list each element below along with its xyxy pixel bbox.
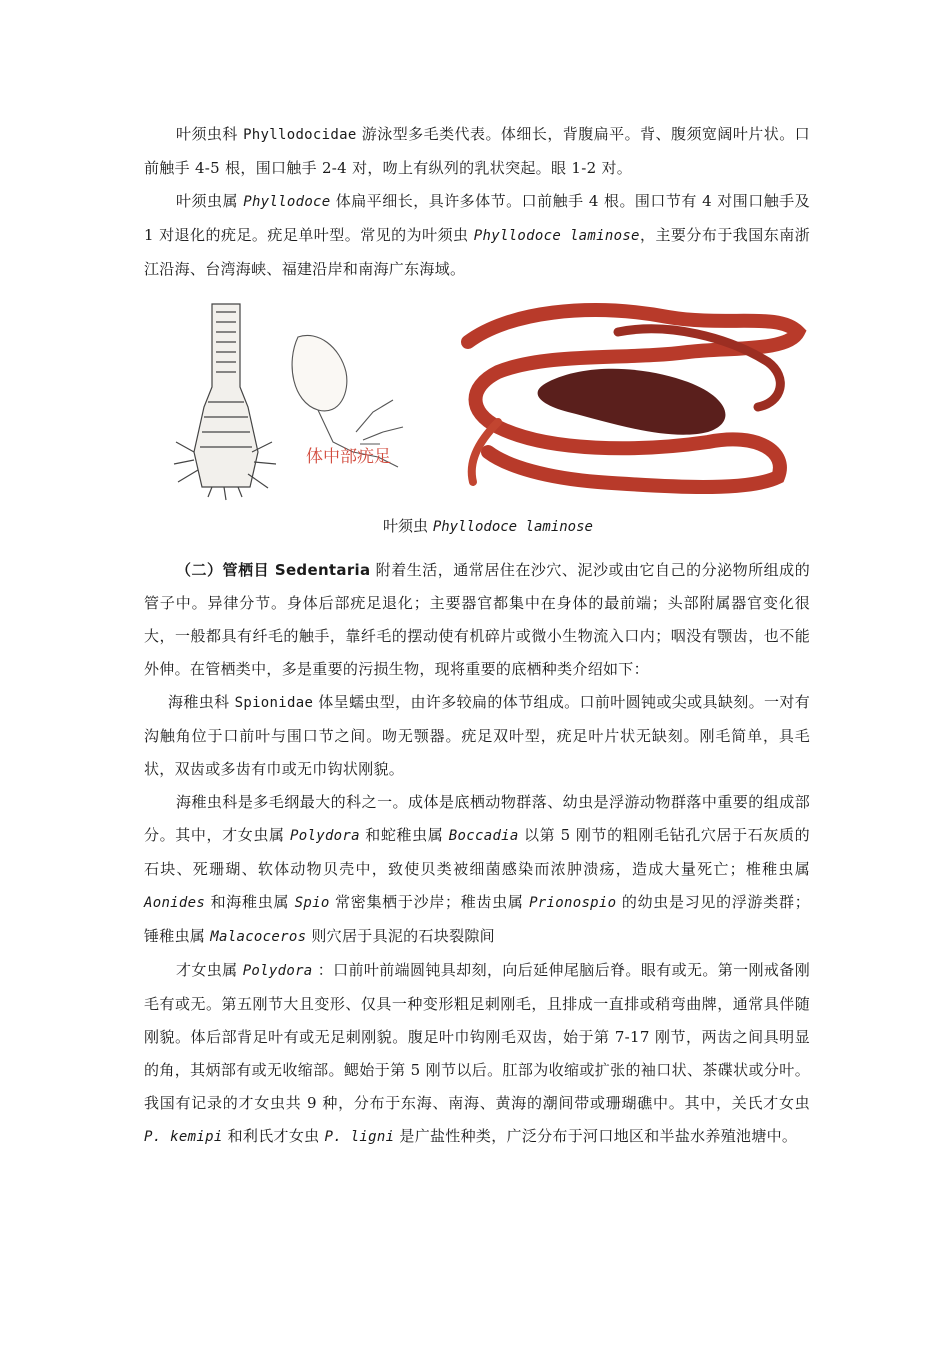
text-run: 叶须虫科 xyxy=(176,125,244,143)
paragraph-spionidae xyxy=(144,686,810,786)
genus-name: Spio xyxy=(294,895,330,911)
text-run: 和海稚虫属 xyxy=(205,893,295,911)
paragraph-spionidae-ecology xyxy=(144,786,810,954)
head-drawing-icon xyxy=(174,304,276,500)
species-name: P. ligni xyxy=(324,1129,395,1145)
text-run: 的幼虫是习见的浮游类群；锤稚虫属 xyxy=(144,893,810,945)
figure-caption xyxy=(168,515,808,536)
species-name: Phyllodoce laminose xyxy=(473,228,640,244)
specimen-illustration xyxy=(168,292,808,507)
text-run: 体呈蠕虫型，由许多较扁的体节组成。口前叶圆钝或尖或具缺刻。一对有沟触角位于口前叶与围口节之间。吻无颚器。疣足双叶型，疣足叶片状无缺刻。刚毛简单，具毛状，双齿或多齿有巾或无巾钩状刚貌。 xyxy=(144,693,810,778)
text-run: 和蛇稚虫属 xyxy=(359,826,449,844)
section-heading: （二）管栖目 Sedentaria xyxy=(176,561,371,579)
text-run: 叶须虫属 xyxy=(176,192,244,210)
genus-name: Aonides xyxy=(144,895,206,911)
worm-photo xyxy=(423,292,808,507)
drawing-label: 体中部疣足 xyxy=(306,447,391,467)
caption-text: 叶须虫 xyxy=(383,517,433,535)
paragraph-sedentaria xyxy=(144,554,810,686)
caption-latin: Phyllodoce laminose xyxy=(432,519,593,535)
latin-name: Spionidae xyxy=(234,695,314,711)
text-run: 体扁平细长，具许多体节。口前触手 4 根。围口节有 4 对围口触手及 1 对退化的疣足。疣足单叶型。常见的为叶须虫 xyxy=(144,192,810,244)
text-run: 才女虫属 xyxy=(176,961,243,979)
paragraph-phyllodoce xyxy=(144,185,810,286)
species-name: P. kemipi xyxy=(144,1129,223,1145)
text-run: 海稚虫科是多毛纲最大的科之一。成体是底栖动物群落、幼虫是浮游动物群落中重要的组成部分。其中，才女虫属 xyxy=(144,793,810,844)
paragraph-polydora xyxy=(144,954,810,1154)
genus-name: Phyllodoce xyxy=(243,194,331,210)
text-run: ，主要分布于我国东南浙江沿海、台湾海峡、福建沿岸和南海广东海域。 xyxy=(144,226,810,278)
text-run: 则穴居于具泥的石块裂隙间 xyxy=(306,927,495,945)
genus-name: Polydora xyxy=(290,828,360,844)
genus-name: Boccadia xyxy=(448,828,519,844)
latin-name: Phyllodocidae xyxy=(243,127,357,143)
specimen-figure xyxy=(168,292,808,542)
text-run: 以第 5 刚节的粗刚毛钻孔穴居于石灰质的石块、死珊瑚、软体动物贝壳中，致使贝类被细菌感染而浓肿溃疡，造成大量死亡；椎稚虫属 xyxy=(144,826,810,878)
text-run: 海稚虫科 xyxy=(168,693,235,711)
genus-name: Polydora xyxy=(242,963,313,979)
text-run: 游泳型多毛类代表。体细长，背腹扁平。背、腹须宽阔叶片状。口前触手 4-5 根，围口触手 2-4 对，吻上有纵列的乳状突起。眼 1-2 对。 xyxy=(144,125,810,177)
section-phyllodocidae xyxy=(144,118,810,286)
text-run: 附着生活，通常居住在沙穴、泥沙或由它自己的分泌物所组成的管子中。异律分节。身体后部疣足退化；主要器官都集中在身体的最前端；头部附属器官变化很大，一般都具有纤毛的触手，靠纤毛的摆动使有机碎片或微小生物流入口内；咽没有颚齿，也不能外伸。在管栖类中，多是重要的污损生物，现将重要的底栖种类介绍如下： xyxy=(144,561,810,678)
text-run: 常密集栖于沙岸；稚齿虫属 xyxy=(329,893,530,911)
genus-name: Malacoceros xyxy=(210,929,307,945)
text-run: ：口前叶前端圆钝具却刻，向后延伸尾脑后脊。眼有或无。第一刚戒备刚毛有或无。第五刚节大且变形、仅具一种变形粗足刺刚毛，且排成一直排或稍弯曲牌，通常具伴随刚貌。体后部背足叶有或无足刺刚貌。腹足叶巾钩刚毛双齿，始于第 7-17 刚节，两齿之间具明显的角，其炳部有或无收缩部。鳃始于第 5 刚节以后。肛部为收缩或扩张的袖口状、茶碟状或分叶。我国有记录的才女虫共 9 种，分布于东海、南海、黄海的潮间带或珊瑚礁中。其中，关氏才女虫 xyxy=(144,961,810,1112)
text-run: 和利氏才女虫 xyxy=(222,1127,325,1145)
paragraph-phyllodocidae xyxy=(144,118,810,185)
genus-name: Prionospio xyxy=(529,895,617,911)
text-run: 是广盐性种类，广泛分布于河口地区和半盐水养殖池塘中。 xyxy=(394,1127,798,1145)
section-sedentaria xyxy=(144,554,810,1154)
